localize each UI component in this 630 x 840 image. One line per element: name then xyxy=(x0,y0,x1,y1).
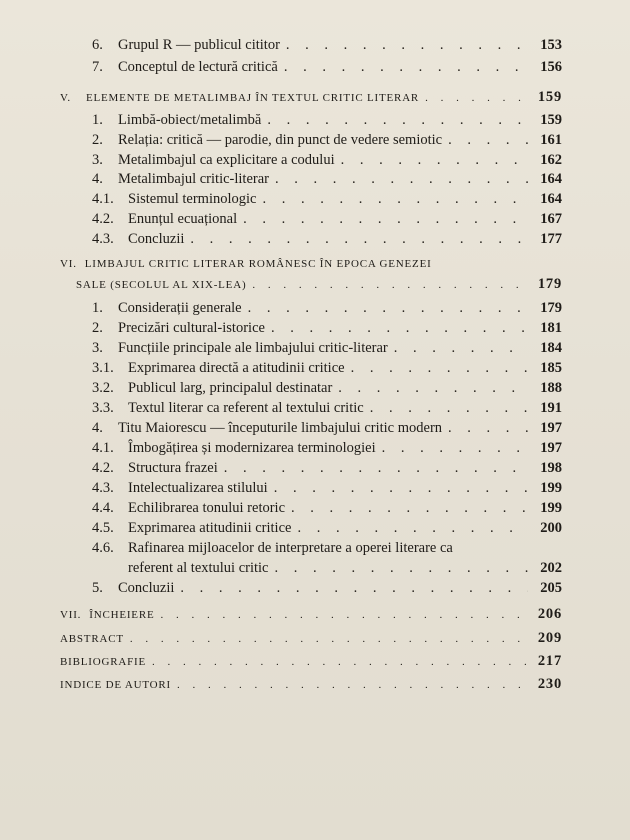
toc-chapter-page: 159 xyxy=(537,89,562,105)
toc-entry-number: 4.2. xyxy=(92,460,114,476)
toc-chapter-title: BIBLIOGRAFIE xyxy=(60,656,146,668)
dot-leader xyxy=(180,580,528,597)
toc-chapter xyxy=(60,89,562,106)
toc-entry-page: 197 xyxy=(540,420,562,436)
dot-leader xyxy=(177,679,528,691)
dot-leader xyxy=(291,500,528,517)
toc-entry-title: Limbă-obiect/metalimbă xyxy=(118,112,262,128)
toc-entry-page: 202 xyxy=(540,560,562,576)
toc-entry xyxy=(92,340,562,357)
toc-entry xyxy=(92,580,562,597)
toc-chapter xyxy=(76,276,562,293)
toc-entry-page: 199 xyxy=(540,500,562,516)
toc-entry-number: 3.2. xyxy=(92,380,114,396)
dot-leader xyxy=(297,520,528,537)
toc-entry xyxy=(92,460,562,477)
toc-chapter-title-line2: SALE (SECOLUL AL XIX-LEA) xyxy=(76,279,247,291)
dot-leader xyxy=(243,211,528,228)
toc-entry-page: 184 xyxy=(540,340,562,356)
toc-chapter-page: 217 xyxy=(537,653,562,669)
toc-entry-page: 185 xyxy=(540,360,562,376)
toc-entry-page: 198 xyxy=(540,460,562,476)
toc-chapter-number: VI. xyxy=(60,258,77,270)
toc-entry xyxy=(92,152,562,169)
toc-entry-title-line2: referent al textului critic xyxy=(128,560,269,576)
toc-entry xyxy=(92,500,562,517)
toc-chapter-heading-line1 xyxy=(60,258,432,270)
toc-entry-title: Precizări cultural-istorice xyxy=(118,320,265,336)
dot-leader xyxy=(262,191,528,208)
toc-entry-page: 153 xyxy=(540,37,562,53)
toc-chapter-number: VII. xyxy=(60,609,82,621)
toc-entry-title: Concluzii xyxy=(118,580,175,596)
toc-entry-page: 181 xyxy=(540,320,562,336)
dot-leader xyxy=(382,440,528,457)
toc-entry-number: 4.4. xyxy=(92,500,114,516)
dot-leader xyxy=(394,340,528,357)
toc-entry-title: Relația: critică — parodie, din punct de vedere semiotic xyxy=(118,132,443,148)
toc-entry-page: 179 xyxy=(540,300,562,316)
toc-entry-page: 164 xyxy=(540,191,562,207)
dot-leader xyxy=(448,132,528,149)
toc-entry-page: 188 xyxy=(540,380,562,396)
dot-leader xyxy=(271,320,528,337)
toc-entry-number: 1. xyxy=(92,300,103,316)
toc-entry-number: 4.2. xyxy=(92,211,114,227)
toc-chapter-page: 206 xyxy=(537,606,562,622)
dot-leader xyxy=(152,656,528,668)
toc-entry xyxy=(92,211,562,228)
toc-chapter-number: V. xyxy=(60,92,71,104)
toc-entry-title: Îmbogățirea și modernizarea terminologiei xyxy=(128,440,376,456)
toc-entry xyxy=(92,320,562,337)
toc-entry-number: 4.5. xyxy=(92,520,114,536)
dot-leader xyxy=(224,460,528,477)
toc-chapter-title: INDICE DE AUTORI xyxy=(60,679,171,691)
dot-leader xyxy=(341,152,528,169)
toc-entry-number: 1. xyxy=(92,112,103,128)
toc-entry-title: Concluzii xyxy=(128,231,185,247)
toc-entry-page: 199 xyxy=(540,480,562,496)
toc-entry-title: Metalimbajul critic-literar xyxy=(118,171,269,187)
toc-entry-page: 200 xyxy=(540,520,562,536)
toc-entry-title: Grupul R — publicul cititor xyxy=(118,37,280,53)
toc-entry-number: 3.1. xyxy=(92,360,114,376)
toc-entry-number: 4.3. xyxy=(92,480,114,496)
dot-leader xyxy=(267,112,528,129)
toc-entry xyxy=(128,560,562,577)
toc-entry-title: Metalimbajul ca explicitare a codului xyxy=(118,152,335,168)
dot-leader xyxy=(286,37,528,54)
toc-entry-title: Textul literar ca referent al textului critic xyxy=(128,400,364,416)
toc-entry-page: 161 xyxy=(540,132,562,148)
toc-entry-number: 4.1. xyxy=(92,191,114,207)
toc-entry-number: 4.1. xyxy=(92,440,114,456)
toc-entry-title: Intelectualizarea stilului xyxy=(128,480,268,496)
toc-chapter-page: 230 xyxy=(537,676,562,692)
toc-entry-page: 167 xyxy=(540,211,562,227)
toc-entry-number: 2. xyxy=(92,320,103,336)
toc-entry xyxy=(92,420,562,437)
dot-leader xyxy=(448,420,528,437)
toc-entry-number: 3. xyxy=(92,340,103,356)
toc-entry-title: Sistemul terminologic xyxy=(128,191,257,207)
toc-entry-number: 5. xyxy=(92,580,103,596)
toc-chapter xyxy=(60,653,562,670)
toc-entry xyxy=(92,191,562,208)
toc-entry-number: 3.3. xyxy=(92,400,114,416)
toc-entry-number: 6. xyxy=(92,37,103,53)
toc-chapter xyxy=(60,676,562,693)
toc-entry xyxy=(92,171,562,188)
toc-entry-title: Exprimarea directă a atitudinii critice xyxy=(128,360,345,376)
dot-leader xyxy=(274,480,528,497)
dot-leader xyxy=(252,279,528,291)
dot-leader xyxy=(160,609,528,621)
dot-leader xyxy=(351,360,528,377)
dot-leader xyxy=(275,560,529,577)
toc-entry-page: 159 xyxy=(540,112,562,128)
toc-entry-number: 4.6. xyxy=(92,540,114,556)
toc-entry-title: Funcțiile principale ale limbajului critic-literar xyxy=(118,340,388,356)
toc-chapter-title: ELEMENTE DE METALIMBAJ ÎN TEXTUL CRITIC LITERAR xyxy=(86,92,420,104)
toc-entry-title: Echilibrarea tonului retoric xyxy=(128,500,286,516)
toc-entry xyxy=(92,480,562,497)
dot-leader xyxy=(275,171,528,188)
toc-entry xyxy=(92,440,562,457)
toc-entry-page: 162 xyxy=(540,152,562,168)
toc-entry xyxy=(92,59,562,76)
toc-entry xyxy=(92,231,562,248)
toc-entry-title: Considerații generale xyxy=(118,300,242,316)
toc-entry-number: 2. xyxy=(92,132,103,148)
toc-entry-number: 4. xyxy=(92,171,103,187)
toc-entry-number: 4. xyxy=(92,420,103,436)
toc-entry xyxy=(92,132,562,149)
toc-entry xyxy=(92,37,562,54)
dot-leader xyxy=(130,633,528,645)
dot-leader xyxy=(370,400,528,417)
toc-entry xyxy=(92,520,562,537)
toc-entry-number: 3. xyxy=(92,152,103,168)
toc-entry-title: Conceptul de lectură critică xyxy=(118,59,278,75)
toc-chapter-title: ÎNCHEIERE xyxy=(89,609,155,621)
toc-entry-line1 xyxy=(92,540,562,557)
toc-entry-number: 4.3. xyxy=(92,231,114,247)
dot-leader xyxy=(284,59,528,76)
toc-chapter-title: LIMBAJUL CRITIC LITERAR ROMÂNESC ÎN EPOCA GENEZEI xyxy=(84,258,432,270)
toc-entry-title: Enunțul ecuațional xyxy=(128,211,238,227)
toc-chapter-page: 179 xyxy=(537,276,562,292)
dot-leader xyxy=(425,92,528,104)
toc-chapter xyxy=(60,630,562,647)
toc-entry xyxy=(92,400,562,417)
toc-entry-page: 177 xyxy=(540,231,562,247)
toc-entry-title: Structura frazei xyxy=(128,460,218,476)
toc-chapter-page: 209 xyxy=(537,630,562,646)
toc-entry-number: 7. xyxy=(92,59,103,75)
toc-entry-title: Titu Maiorescu — începuturile limbajului critic modern xyxy=(118,420,443,436)
dot-leader xyxy=(338,380,528,397)
toc-entry xyxy=(92,300,562,317)
toc-entry-page: 164 xyxy=(540,171,562,187)
toc-chapter xyxy=(60,606,562,623)
toc-entry xyxy=(92,360,562,377)
toc-entry-page: 191 xyxy=(540,400,562,416)
dot-leader xyxy=(190,231,528,248)
dot-leader xyxy=(248,300,528,317)
toc-entry-page: 156 xyxy=(540,59,562,75)
toc-entry xyxy=(92,112,562,129)
toc-entry-title: Rafinarea mijloacelor de interpretare a operei literare ca xyxy=(128,540,453,556)
toc-chapter-title: ABSTRACT xyxy=(60,633,124,645)
toc-entry-title: Exprimarea atitudinii critice xyxy=(128,520,292,536)
toc-entry xyxy=(92,380,562,397)
toc-entry-page: 197 xyxy=(540,440,562,456)
toc-entry-title: Publicul larg, principalul destinatar xyxy=(128,380,333,396)
toc-entry-page: 205 xyxy=(540,580,562,596)
